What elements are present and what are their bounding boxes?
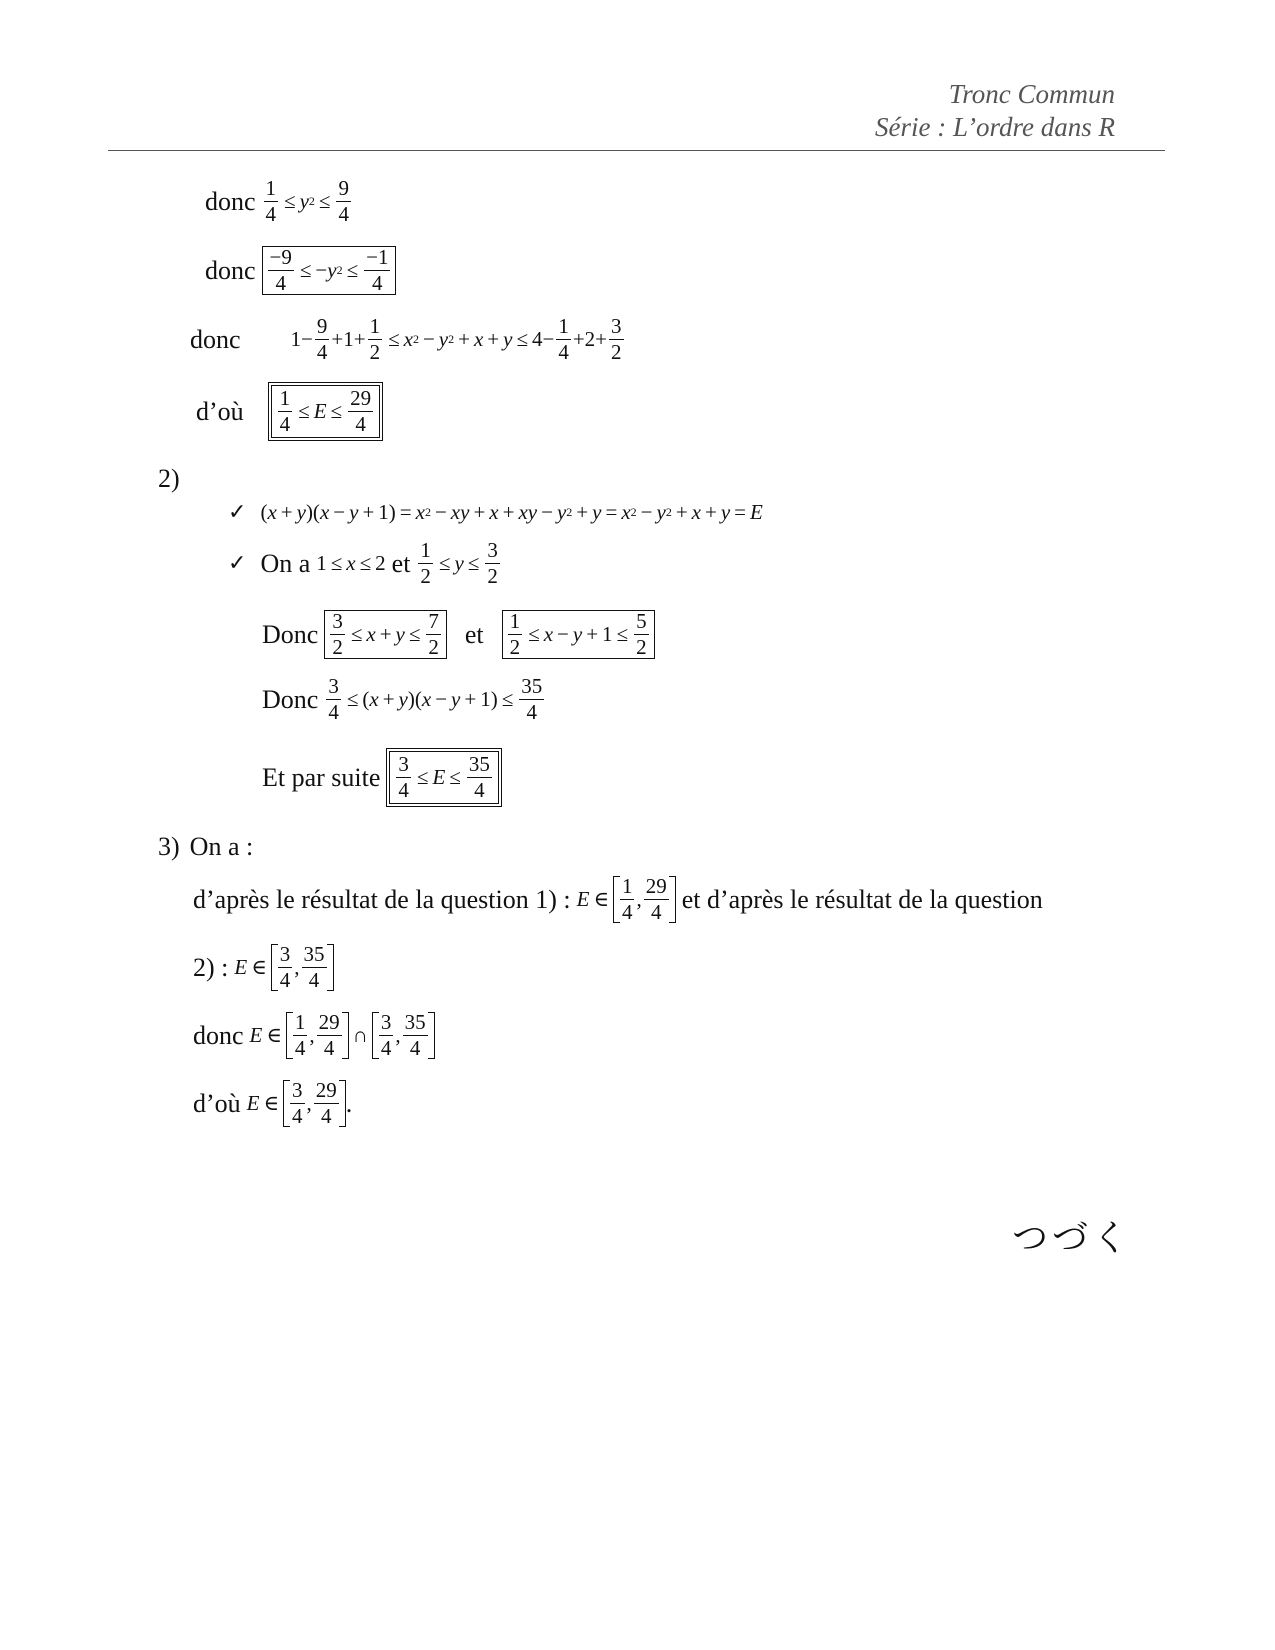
line-sum: [190, 316, 626, 363]
boxed-neg-y-squared: $\frac{-9}{4}$ ≤ − y 2 ≤ $\frac{-1}{4}$: [262, 246, 397, 295]
line-result-1: [196, 382, 383, 441]
line-from-q1: d’après le résultat de la question 1) : E ∈ $\frac{1}{4}$ , $\frac{29}{4}$ et d’après le résultat de la question: [193, 874, 1043, 924]
check-icon: ✓: [228, 500, 247, 525]
line-factorization: [228, 500, 763, 525]
dou-label: d’où: [196, 396, 244, 426]
line-product-bounds: Donc $\frac{3}{4}$ ≤ ( x + y )( x − y + 1) ≤ $\frac{35}{4}$: [262, 676, 546, 723]
continued-mark: つづく: [1012, 1218, 1133, 1259]
header-rule: [108, 150, 1165, 151]
closed-interval: $\frac{1}{4}$ , $\frac{29}{4}$: [613, 876, 676, 923]
line-neg-y-squared: [205, 246, 396, 295]
interval-q1: E ∈ $\frac{1}{4}$ , $\frac{29}{4}$: [577, 876, 676, 923]
question-2-number: 2): [158, 464, 180, 493]
ineq-sum: 1− $\frac{9}{4}$ +1+ $\frac{1}{2}$ ≤ x 2 − y 2 + x + y ≤ 4− $\frac{1}{4}$ +2+ $\frac{3}{2}$: [290, 314, 622, 364]
course-name: Tronc Commun: [948, 79, 1115, 109]
page-header: [875, 78, 1115, 144]
product-bounds: $\frac{3}{4}$ ≤ ( x + y )( x − y + 1) ≤ $\frac{35}{4}$: [328, 674, 543, 724]
double-boxed-result-2: $\frac{3}{4}$ ≤ E ≤ $\frac{35}{4}$: [386, 748, 501, 807]
bounds-y: $\frac{1}{2}$ ≤ y ≤ $\frac{3}{2}$: [420, 538, 498, 588]
check-icon: ✓: [228, 551, 247, 576]
line-y-squared: [205, 178, 353, 225]
line-factor-bounds: Donc $\frac{3}{2}$ ≤ x + y ≤ $\frac{7}{2}$ et $\frac{1}{2}$ ≤ x − y + 1 ≤ $\frac{5}{2}$: [262, 610, 655, 659]
line-final-result: d’où E ∈ $\frac{3}{4}$ , $\frac{29}{4}$ .: [193, 1078, 353, 1128]
interval-final: E ∈ $\frac{3}{4}$ , $\frac{29}{4}$: [247, 1080, 346, 1127]
double-boxed-result-1: $\frac{1}{4}$ ≤ E ≤ $\frac{29}{4}$: [268, 382, 383, 441]
factorization-identity: ( x + y )( x − y + 1) = x 2 − xy + x + xy − y 2 + y = x 2 − y 2 + x + y = E: [260, 500, 763, 524]
line-hypotheses: ✓ On a 1 ≤ x ≤ 2 et $\frac{1}{2}$ ≤ y ≤ $\frac{3}{2}$: [228, 540, 502, 587]
series-title: Série : L’ordre dans R: [875, 112, 1115, 142]
bounds-x: 1 ≤ x ≤ 2: [316, 551, 386, 575]
interval-q2: E ∈ $\frac{3}{4}$ , $\frac{35}{4}$: [234, 944, 333, 991]
question-3-intro: 3) On a :: [158, 832, 254, 861]
line-from-q2: 2) : E ∈ $\frac{3}{4}$ , $\frac{35}{4}$: [193, 944, 334, 991]
line-result-2: Et par suite $\frac{3}{4}$ ≤ E ≤ $\frac{35}{4}$: [262, 748, 502, 807]
interval-intersection: E ∈ $\frac{1}{4}$ , $\frac{29}{4}$ ∩ $\frac{3}{4}$ , $\frac{35}{4}$: [250, 1012, 435, 1059]
donc-label: donc: [190, 324, 241, 354]
ineq-y-squared: $\frac{1}{4}$ ≤ y 2 ≤ $\frac{9}{4}$: [265, 176, 349, 226]
closed-interval: $\frac{3}{4}$ , $\frac{35}{4}$: [271, 944, 334, 991]
donc-label: donc: [205, 186, 256, 216]
donc-label: donc: [205, 255, 256, 285]
boxed-x-minus-y-plus-1: $\frac{1}{2}$ ≤ x − y + 1 ≤ $\frac{5}{2}$: [502, 610, 655, 659]
line-intersection: donc E ∈ $\frac{1}{4}$ , $\frac{29}{4}$ ∩ $\frac{3}{4}$ , $\frac{35}{4}$: [193, 1012, 435, 1059]
boxed-x-plus-y: $\frac{3}{2}$ ≤ x + y ≤ $\frac{7}{2}$: [324, 610, 447, 659]
